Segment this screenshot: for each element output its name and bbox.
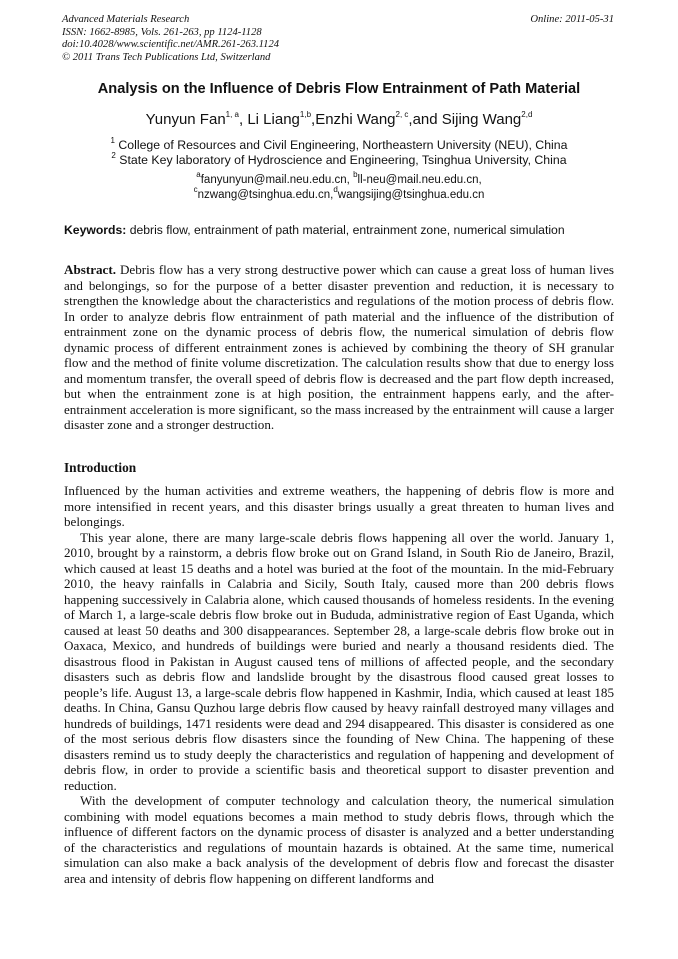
issn-line: ISSN: 1662-8985, Vols. 261-263, pp 1124-1128 bbox=[62, 26, 262, 38]
paragraph: This year alone, there are many large-scale debris flows happening all over the world. January 1, 2010, brought by a rainstorm, a debris flow broke out on Grand Island, in South Rio de Janeiro, Brazil, which caused at least 15 deaths and a hotel was buried at the foot of the mountain. In the mid-February 2010, the heavy rainfalls in Calabria and Sicily, South Italy, caused more than 200 debris flows happening successively in Calabria alone, which caused thousands of homeless residents. In the evening of March 1, a large-scale debris flow broke out in Bududa, administrative region of East Uganda, which caused at least 50 deaths and 300 disappearances. September 28, a large-scale debris flow broke out in Oaxaca, Mexico, and hundreds of buildings were buried and nearly a thousand residents died. The disastrous flood in Pakistan in August caused tens of millions of affected people, and the secondary disasters such as debris flow and landslide brought by the disastrous flood caused great losses to people’s life. August 13, a large-scale debris flow happened in Kashmir, India, which caused at least 185 deaths. In China, Gansu Quzhou large debris flow caused by heavy rainfall destroyed many villages and hundreds of buildings, 1471 residents were dead and 294 disappeared. This disaster is considered as one of the most serious debris flow disasters since the founding of New China. The happening of these disasters remind us to study deeply the characteristics and regulation of happening and development of debris flow, in order to provide a scientific basis and theoretical support to disaster prevention and reduction. bbox=[64, 529, 614, 793]
affiliation-text: College of Resources and Civil Engineering, Northeastern University (NEU), China bbox=[118, 138, 568, 152]
paragraph: Influenced by the human activities and extreme weathers, the happening of debris flow is more and more intensified in recent years, and this disaster brings usually a great threaten to human lives and belongings. bbox=[64, 483, 614, 529]
author-separator: , bbox=[311, 111, 316, 128]
section-heading-introduction: Introduction bbox=[64, 460, 137, 475]
affiliation-mark: 2 bbox=[111, 150, 116, 160]
affiliation-text: State Key laboratory of Hydroscience and Engineering, Tsinghua University, China bbox=[119, 153, 567, 167]
affiliation-2 bbox=[0, 150, 678, 167]
abstract-text: Debris flow has a very strong destructive power which can cause a great loss of human lives and belongings, so for the purpose of a better disaster prevention and reduction, it is necessary to strengthen the knowledge about the characteristics and regulations of the motion process of debris flow. In order to analyze debris flow entrainment of path material and the influence of the distribution of entrainment zone on the dynamic process of debris flow, the numerical simulation of debris flow dynamic process of different entrainment zones is achieved by combining the theory of SH granular flow and the method of finite volume discretization. The calculation results show that due to energy loss and momentum transfer, the overall speed of debris flow is decreased and the part flow depth increased, but when the entrainment zone is at high position, the entrainment happens early, and the after-entrainment acceleration is more significant, so the mass increased by the entrainment will cause a larger disaster zone and a stronger destruction. bbox=[64, 262, 615, 432]
introduction-body bbox=[64, 483, 614, 886]
abstract bbox=[64, 262, 614, 433]
author-list bbox=[0, 111, 678, 128]
author-affiliation-mark: 1, a bbox=[225, 110, 239, 119]
author-affiliation-mark: 1,b bbox=[299, 110, 312, 119]
author-name: and Sijing Wang bbox=[412, 111, 522, 128]
abstract-label: Abstract. bbox=[64, 262, 116, 277]
journal-name: Advanced Materials Research bbox=[62, 14, 190, 25]
email-line-1 bbox=[0, 170, 678, 186]
affiliation-mark: 1 bbox=[110, 135, 115, 145]
journal-header bbox=[62, 14, 279, 64]
email-mark: d bbox=[333, 185, 338, 195]
paper-title: Analysis on the Influence of Debris Flow Entrainment of Path Material bbox=[97, 81, 581, 97]
doi-line: doi:10.4028/www.scientific.net/AMR.261-263.1124 bbox=[62, 39, 280, 50]
email-address[interactable]: wangsijing@tsinghua.edu.cn bbox=[337, 189, 485, 201]
copyright-line: © 2011 Trans Tech Publications Ltd, Switzerland bbox=[62, 51, 271, 63]
paragraph: With the development of computer technology and calculation theory, the numerical simulation combining with model equations becomes a main method to study debris flows, through which the influence of different factors on the dynamic process of disaster is analyzed and a better understanding of the characteristics and regulations of mountain hazards is obtained. At the same time, numerical simulation can also make a back analysis of the development of debris flow and forecast the disaster area and intensity of debris flow happening on different landforms and bbox=[64, 793, 614, 886]
email-address[interactable]: ll-neu@mail.neu.edu.cn, bbox=[357, 174, 482, 186]
author-affiliation-mark: 2,d bbox=[521, 110, 533, 119]
keywords-label: Keywords: bbox=[64, 223, 127, 237]
email-line-2 bbox=[0, 185, 678, 201]
author-name: Li Liang bbox=[247, 111, 300, 128]
email-mark: c bbox=[193, 185, 198, 195]
author-name: Enzhi Wang bbox=[315, 111, 396, 128]
online-date: Online: 2011-05-31 bbox=[530, 14, 614, 25]
email-address[interactable]: nzwang@tsinghua.edu.cn, bbox=[197, 189, 334, 201]
keywords-text: debris flow, entrainment of path material, entrainment zone, numerical simulation bbox=[129, 223, 565, 237]
email-address[interactable]: fanyunyun@mail.neu.edu.cn, bbox=[200, 174, 350, 186]
author-separator: , bbox=[239, 111, 248, 128]
email-mark: b bbox=[353, 170, 358, 180]
author-name: Yunyun Fan bbox=[145, 111, 226, 128]
keywords bbox=[64, 223, 565, 237]
author-affiliation-mark: 2, c bbox=[395, 110, 409, 119]
affiliation-1 bbox=[0, 135, 678, 152]
email-mark: a bbox=[196, 170, 201, 180]
author-separator: , bbox=[408, 111, 413, 128]
